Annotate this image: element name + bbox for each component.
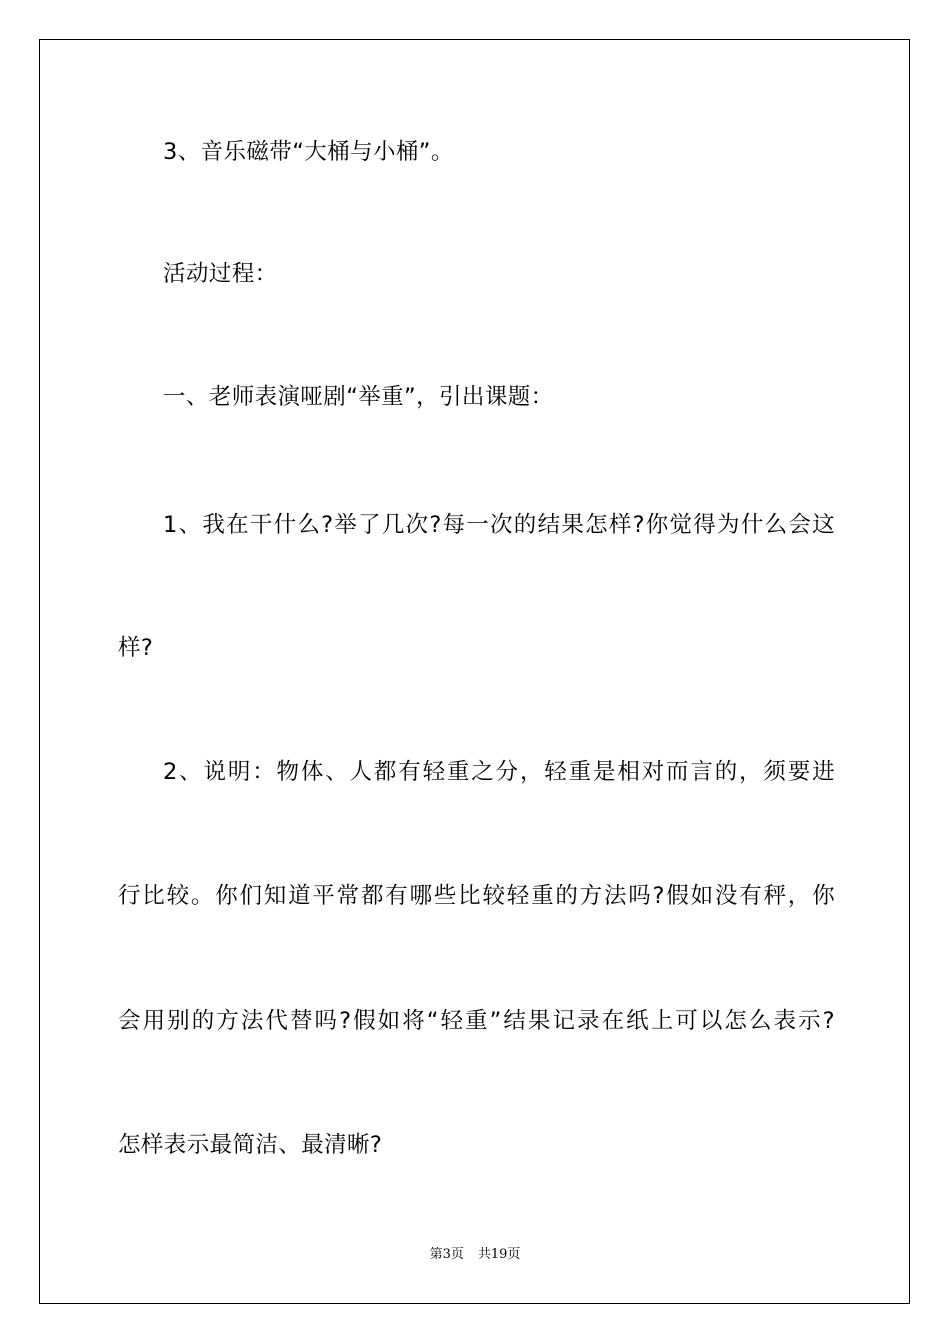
paragraph-section-one-heading: 一、老师表演哑剧“举重”，引出课题：	[163, 384, 554, 410]
page-total-label: 共19页	[477, 1247, 521, 1262]
page-footer	[0, 1246, 950, 1264]
paragraph-explanation-line-1: 2、说明：物体、人都有轻重之分，轻重是相对而言的，须要进	[163, 759, 835, 785]
paragraph-explanation-line-3: 会用别的方法代替吗?假如将“轻重”结果记录在纸上可以怎么表示?	[118, 1008, 835, 1034]
page-number-label: 第3页	[429, 1247, 464, 1262]
paragraph-materials-item-3: 3、音乐磁带“大桶与小桶”。	[163, 139, 454, 165]
page-border	[39, 39, 910, 1304]
paragraph-activity-process-heading: 活动过程：	[163, 261, 278, 287]
paragraph-explanation-line-2: 行比较。你们知道平常都有哪些比较轻重的方法吗?假如没有秤，你	[118, 883, 835, 909]
paragraph-explanation-line-4: 怎样表示最简洁、最清晰?	[118, 1132, 383, 1158]
paragraph-question-1-line-1: 1、我在干什么?举了几次?每一次的结果怎样?你觉得为什么会这	[163, 512, 835, 538]
paragraph-question-1-line-2: 样?	[118, 635, 154, 661]
